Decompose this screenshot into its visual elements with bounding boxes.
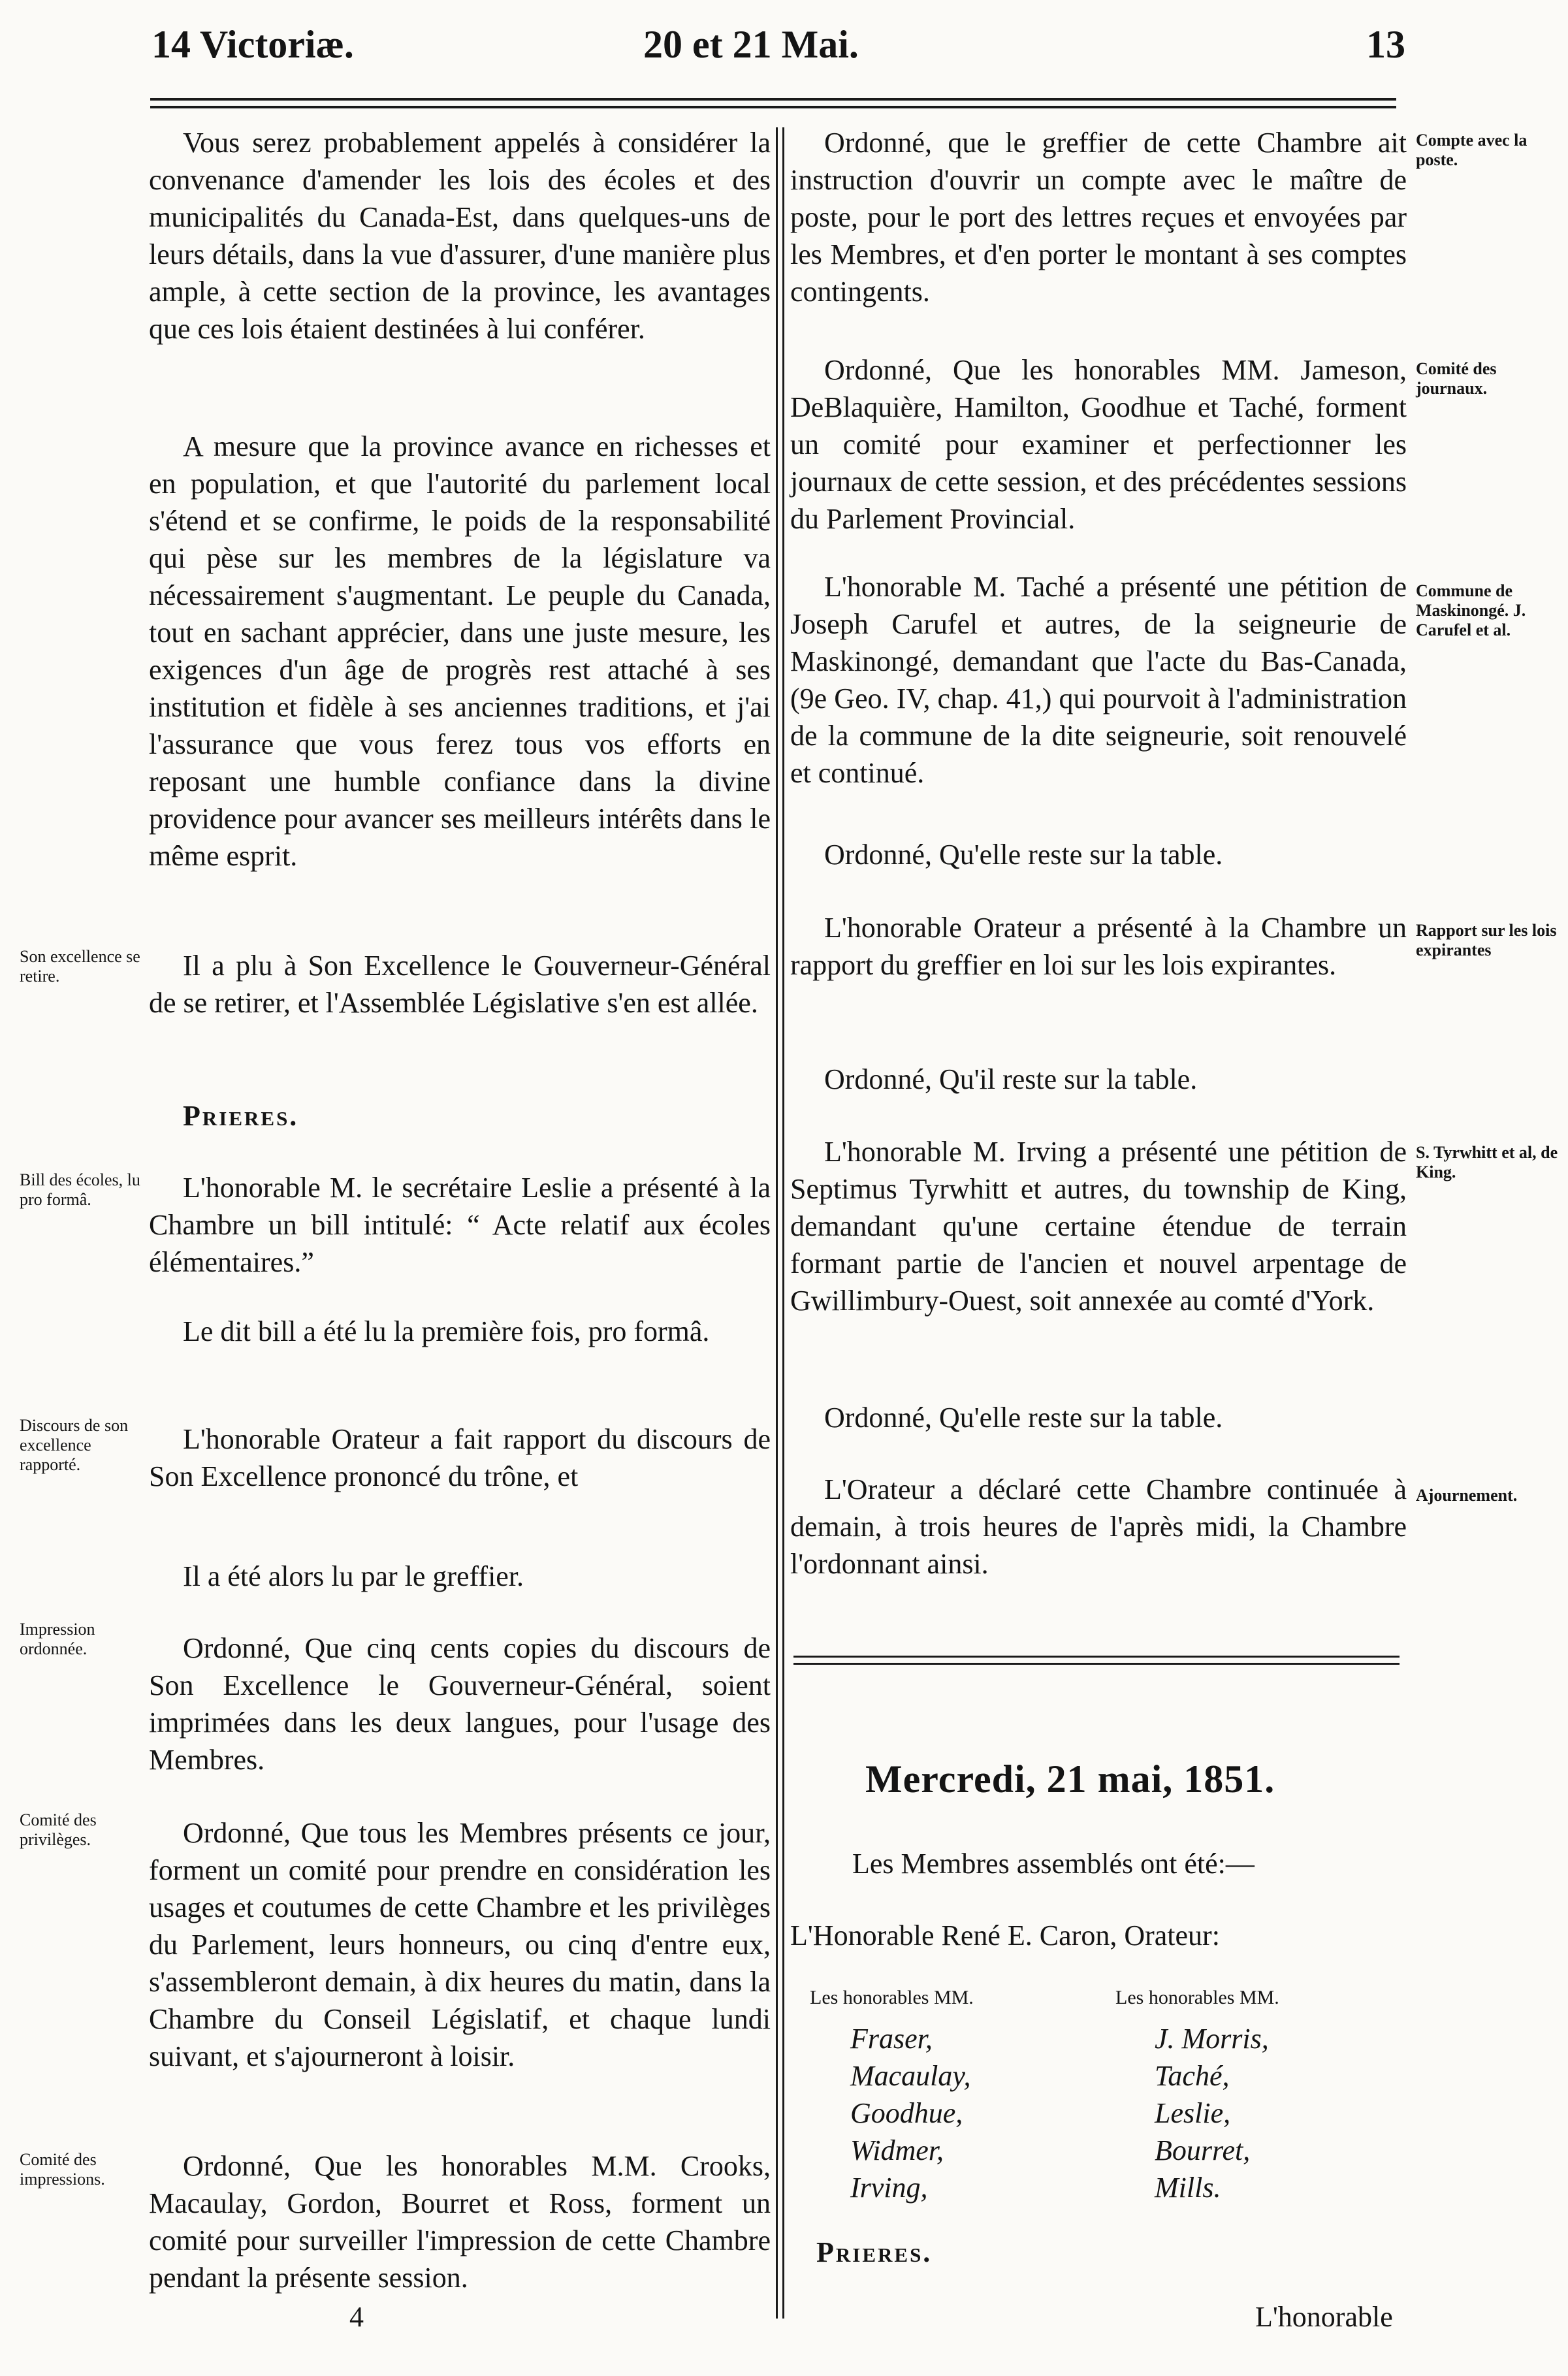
paragraph: Il a été alors lu par le greffier.	[183, 1560, 524, 1592]
left-column	[149, 428, 771, 875]
running-head-left: 14 Victoriæ.	[152, 23, 354, 66]
left-column	[149, 1629, 771, 1778]
margin-note: Comité des impressions.	[20, 2150, 105, 2189]
right-column	[790, 1399, 1407, 1436]
member-name: Goodhue,	[850, 2097, 963, 2129]
paragraph: L'honorable M. Taché a présenté une pétition de Joseph Carufel et autres, de la seigneurie de Maskinongé, demandant que l'acte du Bas-Canada, (9e Geo. IV, chap. 41,) qui pourvoit à l'administration de la commune de la dite seigneurie, soit renouvelé et continué.	[790, 571, 1407, 789]
paragraph: Ordonné, Que les honorables MM. Jameson, DeBlaquière, Hamilton, Goodhue et Taché, forment un comité pour examiner et perfectionner les journaux de cette session, et des précédentes sessions du Parlement Provincial.	[790, 354, 1407, 535]
paragraph: Ordonné, Que les honorables M.M. Crooks, Macaulay, Gordon, Bourret et Ross, forment un comité pour surveiller l'impression de cette Chambre pendant la présente session.	[149, 2150, 771, 2294]
section-rule	[793, 1663, 1400, 1665]
paragraph: L'honorable Orateur a fait rapport du discours de Son Excellence prononcé du trône, et	[149, 1423, 771, 1492]
margin-note: Bill des écoles, lu pro formâ.	[20, 1170, 140, 1209]
prayers-heading-2: Prieres.	[816, 2236, 933, 2268]
speaker-line	[790, 1917, 1407, 1954]
members-heading-1: Les honorables MM.	[810, 1987, 974, 2008]
member-name: Mills.	[1155, 2172, 1221, 2204]
margin-note: Ajournement.	[1416, 1486, 1518, 1505]
member-name: Leslie,	[1155, 2097, 1231, 2129]
margin-note: Comité des journaux.	[1416, 359, 1497, 398]
paragraph: Ordonné, Que tous les Membres présents ce jour, forment un comité pour prendre en considération les usages et coutumes de cette Chambre et les privilèges du Parlement, leurs honneurs, ou cinq d'entre eux, s'assembleront demain, à dix heures du matin, dans la Chambre du Conseil Législatif, et chaque lundi suivant, et s'ajourneront à loisir.	[149, 1817, 771, 2072]
column-divider-a	[776, 127, 778, 2319]
right-column	[790, 1133, 1407, 1319]
member-name: Macaulay,	[850, 2060, 971, 2092]
running-head-center: 20 et 21 Mai.	[643, 23, 859, 66]
left-column	[149, 1313, 771, 1350]
left-column	[149, 1558, 771, 1595]
paragraph: Ordonné, Qu'elle reste sur la table.	[824, 1402, 1223, 1434]
catchword: L'honorable	[1255, 2301, 1393, 2333]
page-number: 13	[1366, 23, 1405, 66]
member-name: Irving,	[850, 2172, 928, 2204]
member-name: J. Morris,	[1155, 2023, 1269, 2055]
paragraph: Ordonné, que le greffier de cette Chambre ait instruction d'ouvrir un compte avec le maître de poste, pour le port des lettres reçues et envoyées par les Membres, et d'en porter le montant à ses comptes contingents.	[790, 127, 1407, 308]
header-rule-bottom	[150, 106, 1396, 108]
left-column	[149, 1421, 771, 1495]
paragraph: Ordonné, Qu'elle reste sur la table.	[824, 839, 1223, 871]
left-column	[149, 947, 771, 1021]
paragraph: A mesure que la province avance en richesses et en population, et que l'autorité du parlement local s'étend et se confirme, le poids de la responsabilité qui pèse sur les membres de la législature va nécessairement s'augmentant. Le peuple du Canada, tout en sachant apprécier, dans une juste mesure, les exigences d'un âge de progrès rest attaché à ses institution et fidèle à ses anciennes traditions, et j'ai l'assurance que vous ferez tous vos efforts en reposant une humble confiance dans la divine providence pour avancer ses meilleurs intérêts dans le même esprit.	[149, 430, 771, 872]
members-heading-2: Les honorables MM.	[1115, 1987, 1279, 2008]
members-list-1	[850, 2020, 971, 2206]
margin-note: S. Tyrwhitt et al, de King.	[1416, 1143, 1558, 1181]
right-column	[790, 1471, 1407, 1582]
margin-note: Discours de son excellence rapporté.	[20, 1416, 129, 1474]
left-column	[149, 2147, 771, 2296]
paragraph: L'honorable Orateur a présenté à la Chambre un rapport du greffier en loi sur les lois expirantes.	[790, 912, 1407, 981]
members-list-2	[1155, 2020, 1269, 2206]
right-column	[790, 1061, 1407, 1098]
left-column	[149, 124, 771, 347]
member-name: Taché,	[1155, 2060, 1230, 2092]
right-column	[790, 124, 1407, 310]
right-column	[790, 351, 1407, 538]
speaker-text: L'Honorable René E. Caron, Orateur:	[790, 1919, 1220, 1951]
paragraph: Vous serez probablement appelés à considérer la convenance d'amender les lois des écoles et des municipalités du Canada-Est, dans quelques-uns de leurs détails, dans la vue d'assurer, d'une manière plus ample, à cette section de la province, les avantages que ces lois étaient destinées à lui conférer.	[149, 127, 771, 345]
margin-note: Compte avec la poste.	[1416, 131, 1528, 169]
prayers-heading: Prieres.	[183, 1100, 299, 1132]
member-name: Fraser,	[850, 2023, 933, 2055]
right-column	[790, 568, 1407, 792]
assembled-line: Les Membres assemblés ont été:—	[852, 1848, 1255, 1880]
margin-note: Son excellence se retire.	[20, 947, 140, 986]
header-rule-top	[150, 98, 1396, 101]
paragraph: L'Orateur a déclaré cette Chambre continuée à demain, à trois heures de l'après midi, la Chambre l'ordonnant ainsi.	[790, 1473, 1407, 1580]
left-column	[149, 1814, 771, 2075]
paragraph: L'honorable M. le secrétaire Leslie a présenté à la Chambre un bill intitulé: “ Acte relatif aux écoles élémentaires.”	[149, 1172, 771, 1278]
paragraph: L'honorable M. Irving a présenté une pétition de Septimus Tyrwhitt et autres, du township de King, demandant qu'une certaine étendue de terrain formant partie de l'ancien et nouvel arpentage de Gwillimbury-Ouest, soit annexée au comté d'York.	[790, 1136, 1407, 1317]
left-column	[149, 1169, 771, 1281]
left-column	[149, 1097, 771, 1134]
paragraph: Le dit bill a été lu la première fois, pro formâ.	[183, 1315, 710, 1347]
margin-note: Rapport sur les lois expirantes	[1416, 921, 1557, 959]
member-name: Widmer,	[850, 2134, 944, 2166]
margin-note: Commune de Maskinongé. J. Carufel et al.	[1416, 581, 1526, 639]
paragraph: Ordonné, Que cinq cents copies du discours de Son Excellence le Gouverneur-Général, soient imprimées dans les deux langues, pour l'usage des Membres.	[149, 1632, 771, 1776]
column-divider-b	[782, 127, 784, 2319]
paragraph: Ordonné, Qu'il reste sur la table.	[824, 1063, 1198, 1095]
right-column	[790, 836, 1407, 873]
section-rule	[793, 1656, 1400, 1658]
member-name: Bourret,	[1155, 2134, 1251, 2166]
paragraph: Il a plu à Son Excellence le Gouverneur-Général de se retirer, et l'Assemblée Législative s'en est allée.	[149, 950, 771, 1019]
right-column	[790, 909, 1407, 984]
day-heading: Mercredi, 21 mai, 1851.	[865, 1758, 1275, 1801]
margin-note: Impression ordonnée.	[20, 1620, 95, 1658]
margin-note: Comité des privilèges.	[20, 1810, 97, 1849]
signature-mark: 4	[349, 2301, 364, 2333]
